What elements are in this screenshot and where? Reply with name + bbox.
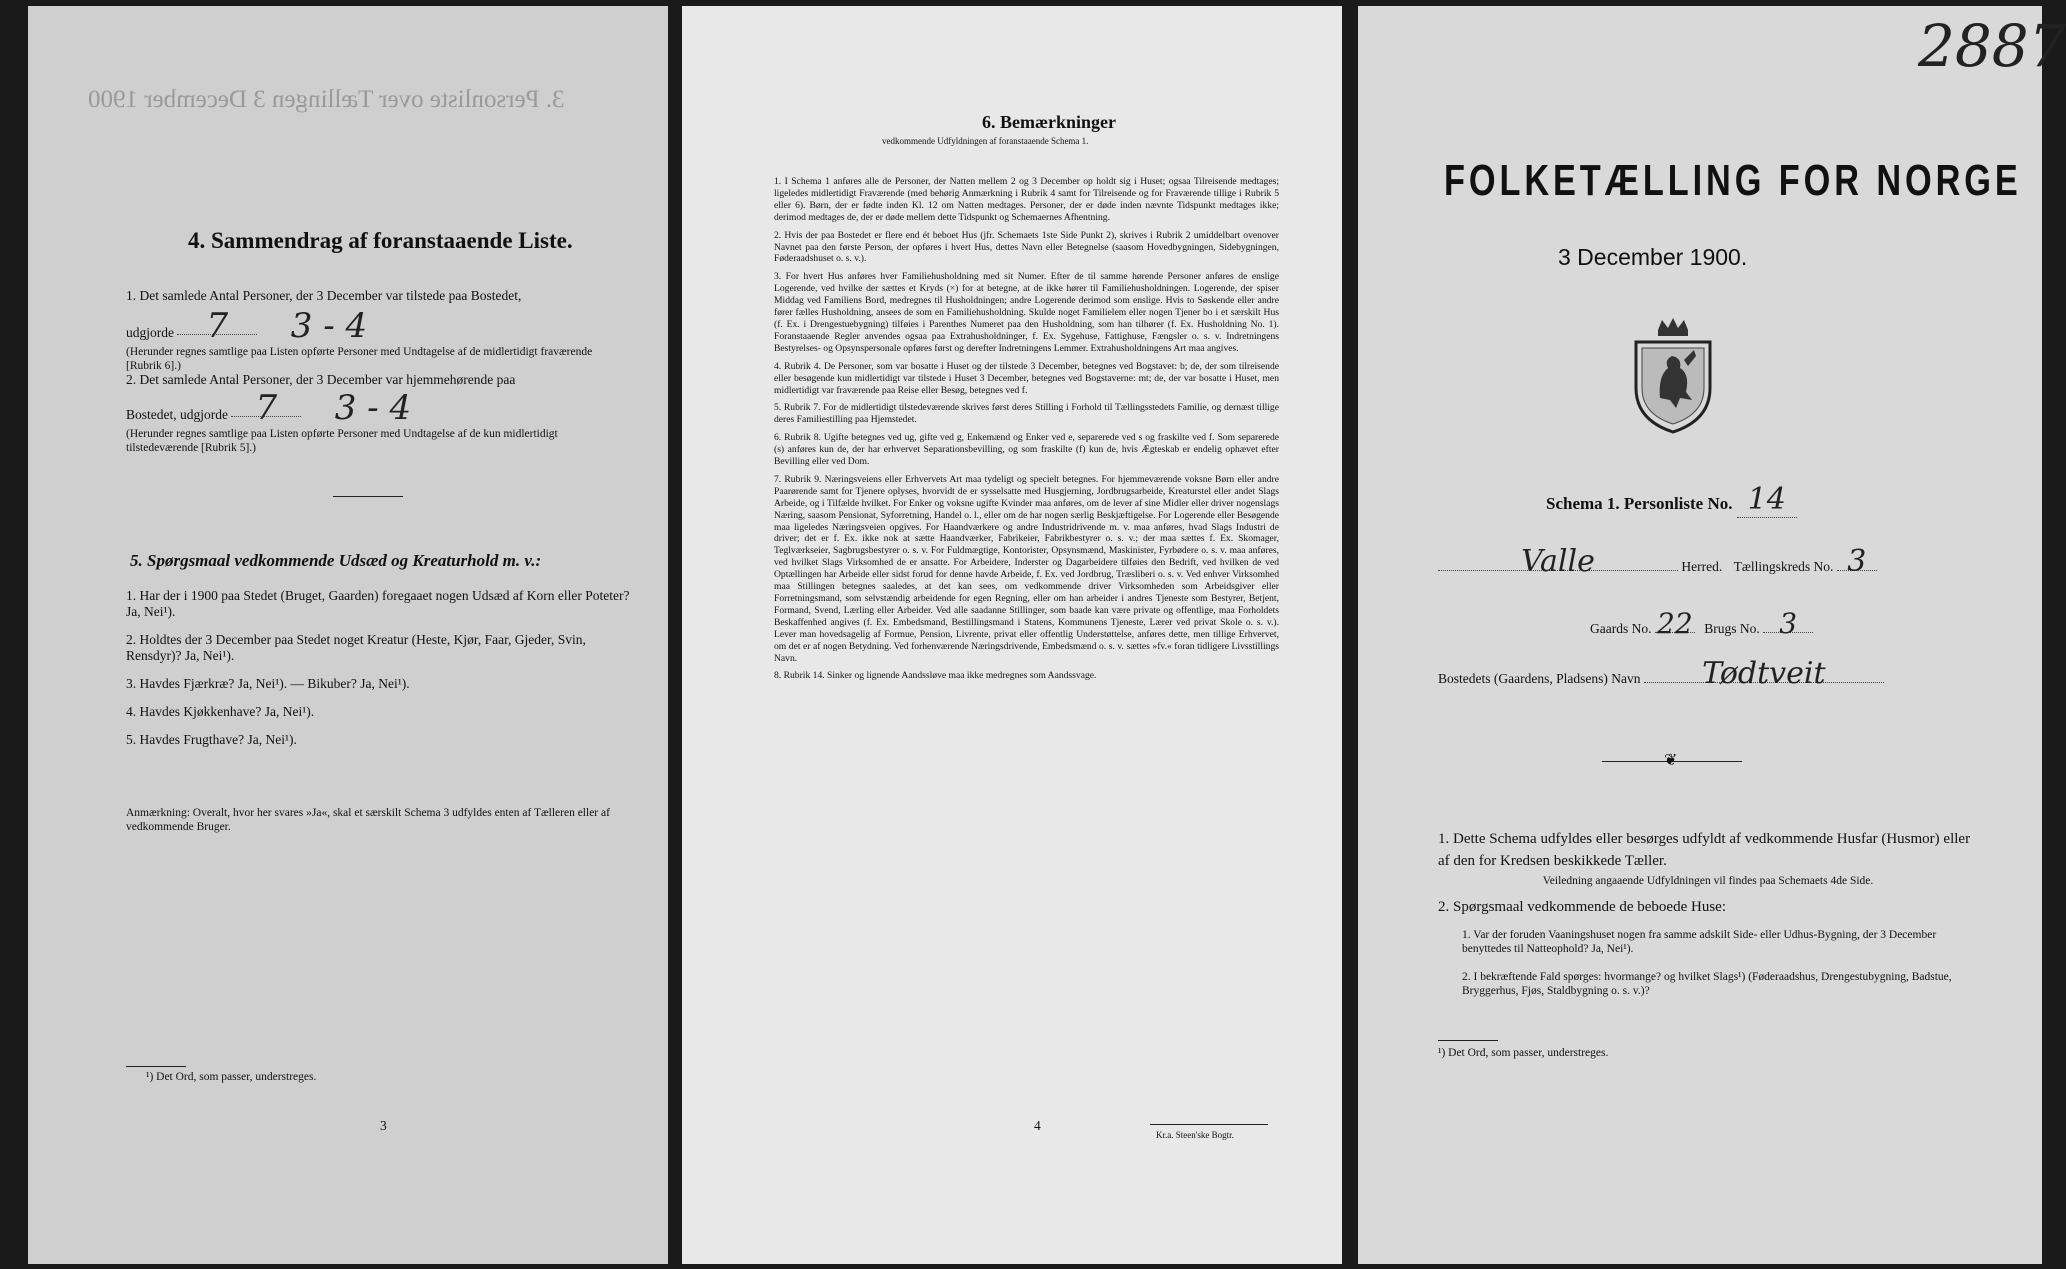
remark-item: 4. Rubrik 4. De Personer, som var bosatte i Huset og der tilstede 3 December, betegnes ved Bogstavet: b; de, der som tilreisende eller besøgende kun midlertidigt var tilstede i Huset 3 December, betegnes ved Bogstaverne: mt; de, der var bosatte i Huset, men midlertidigt var fraværende paa Reise eller Besøg, betegnes ved f. xyxy=(774,360,1279,396)
remark: Anmærkning: Overalt, hvor her svares »Ja«, skal et særskilt Schema 3 udfyldes enten af Tælleren eller af vedkommende Bruger. xyxy=(126,807,610,833)
summary-item-2-note: (Herunder regnes samtlige paa Listen opførte Personer med Undtagelse af de kun midlertidigt tilstedeværende [Rubrik 5].) xyxy=(126,428,558,454)
page-number: 4 xyxy=(1034,1118,1041,1133)
remarks-subheading: vedkommende Udfyldningen af foranstaaende Schema 1. xyxy=(882,136,1089,146)
brugs-label: Brugs No. xyxy=(1704,621,1760,636)
census-title: FOLKETÆLLING FOR NORGE xyxy=(1444,156,2022,205)
bosted-line xyxy=(1438,656,1884,691)
instruction-1: 1. Dette Schema udfyldes eller besørges udfyldt af vedkommende Husfar (Husmor) eller af den for Kredsen beskikkede Tæller. xyxy=(1438,831,1971,869)
gaards-label: Gaards No. xyxy=(1590,621,1652,636)
summary-item-2 xyxy=(126,372,626,455)
footnote: ¹) Det Ord, som passer, understreges. xyxy=(146,1071,317,1083)
summary-item-1-note: (Herunder regnes samtlige paa Listen opførte Personer med Undtagelse af de midlertidigt fraværende [Rubrik 6].) xyxy=(126,346,593,372)
page-1 xyxy=(1358,6,2066,1264)
remark-item: 5. Rubrik 7. For de midlertidigt tilstedeværende skrives først deres Stilling i Forhold til Tællingsstedets Familie, og dernæst tillige deres Familiestilling paa Hjemstedet. xyxy=(774,402,1279,426)
page-4 xyxy=(682,6,1342,1264)
instruction-1-note: Veiledning angaaende Udfyldningen vil findes paa Schemaets 4de Side. xyxy=(1542,875,1874,887)
question-2: 2. Holdtes der 3 December paa Stedet noget Kreatur (Heste, Kjør, Faar, Gjeder, Svin, Rensdyr)? Ja, Nei¹). xyxy=(126,632,586,663)
house-question-2: 2. I bekræftende Fald spørges: hvormange? og hvilket Slags¹) (Føderaadshus, Drengestubygning, Badstue, Bryggerhus, Fjøs, Staldbygning o. s. v.)? xyxy=(1462,971,1952,997)
remark-item: 8. Rubrik 14. Sinker og lignende Aandssløve maa ikke medregnes som Aandssvage. xyxy=(774,670,1097,682)
question-5: 5. Havdes Frugthave? Ja, Nei¹). xyxy=(126,732,297,747)
brugs-value: 3 xyxy=(1763,616,1813,633)
resident-count-value: 7 xyxy=(231,400,301,417)
herred-value: Valle xyxy=(1438,554,1678,571)
section-5-heading: 5. Spørgsmaal vedkommende Udsæd og Kreaturhold m. v.: xyxy=(130,551,542,570)
footnote: ¹) Det Ord, som passer, understreges. xyxy=(1438,1047,1609,1059)
present-count-value: 7 xyxy=(177,318,257,335)
remark-item: 3. For hvert Hus anføres hver Familiehusholdning med sit Numer. Efter de til samme hørende Personer anføres de enslige Logerende, ved hvilke der sættes et Kryds (×) for at betegne, at de ikke hører til Familiehusholdningen. Logerende, der spiser Middag ved Familiens Bord, medregnes til Husholdningen; andre Logerende derimod som enslige. Hvis to Søskende eller andre fører fælles Husholdning, ansees de som en Familiehusholdning. Skulde noget Familielem eller nogen Tjener bo i et særskilt Hus (f. Ex. i Drengestuebygning) tilføies i Parenthes Numeret paa den Husholdning, som han tilhører (f. Ex. Husholdning No. 1). Foranstaaende Regler anvendes ogsaa paa Extrahusholdninger, f. Ex. Sygehuse, Fattighuse, Fængsler o. s. v. Indretningens Bestyrelses- og Opsynspersonale opføres først og derefter Indretningens Lemmer. Extrahusholdningens Art maa angives. xyxy=(774,271,1279,354)
gaards-line xyxy=(1590,607,1813,640)
ornament-icon: ❦ xyxy=(1664,752,1678,769)
summary-item-1-text: 1. Det samlede Antal Personer, der 3 December var tilstede paa Bostedet, xyxy=(126,288,522,303)
schema-label: Schema 1. Personliste No. xyxy=(1546,494,1733,513)
section-5-questions xyxy=(126,588,636,748)
herred-line xyxy=(1438,544,1958,579)
question-1: 1. Har der i 1900 paa Stedet (Bruget, Gaarden) foregaaet nogen Udsæd af Korn eller Poteter? Ja, Nei¹). xyxy=(126,588,630,619)
gaards-value: 22 xyxy=(1655,616,1695,633)
printer-rule xyxy=(1150,1124,1268,1125)
schema-number-value: 14 xyxy=(1737,482,1797,518)
kreds-value: 3 xyxy=(1837,554,1877,571)
summary-item-2-lead: Bostedet, udgjorde xyxy=(126,407,228,422)
remark-item: 6. Rubrik 8. Ugifte betegnes ved ug, gifte ved g, Enkemænd og Enker ved e, separerede ved s og fraskilte ved f. Som separerede (s) anføres kun de, der har erhvervet Separationsbevilling, og som fraskilte (f) kun de, hvis Ægteskab er endelig ophævet efter Bevilling eller ved Dom. xyxy=(774,432,1279,468)
bosted-label: Bostedets (Gaardens, Pladsens) Navn xyxy=(1438,671,1641,686)
footnote-rule xyxy=(1438,1040,1498,1041)
remark-item: 7. Rubrik 9. Næringsveiens eller Erhvervets Art maa tydeligt og specielt betegnes. For hjemmeværende voksne Børn eller andre Paarørende samt for Tjenere oplyses, hvorvidt de er sysselsatte med Husgjerning, Jordbrugsarbeide, Kreaturstel eller andet Slags Arbeide, og i Tilfælde hvilket. For Enker og voksne ugifte Kvinder maa anføres, om de lever af sine Midler eller driver nogenslags Næring, saasom Pensionat, Syforretning, Handel o. l., eller om de har nogen særlig Beskjæftigelse. For Logerende eller Besøgende maa ligeledes Næringsveien opgives. For Haandværkere og andre Industridrivende m. v. maa anføres, hvad Slags Industri de driver; det er f. Ex. ikke nok at sætte Haandværker, Fabrikeier, Fabrikbestyrer o. s. v.; der maa sættes f. Ex. Skomager, Teglværkseier, Sagbrugsbestyrer o. s. v. For Fuldmægtige, Kontorister, Opsynsmænd, Maskinister, Fyrbødere o. s. v. maa anføres, ved hvilket Slags Virksomhed de er ansatte. For Arbeidere, Inderster og Dagarbeidere tilføies den Bedrift, ved hvilken de ved Optællingen har Arbeide eller sidst forud for denne havde Arbeide, f. Ex. ved Jordbrug, Træsliberi o. s. v. Ved enhver Virksomhed maa Stillingen betegnes saaledes, at det kan sees, om vedkommende driver Virksomheden som Arbeidsgiver eller Forretningsmand, som selvstændig arbeidende for egen Regning, eller om han arbeider i andres Tjeneste som Bestyrer, Betjent, Formand, Svend, Lærling eller Arbeider. Ved alle saadanne Stillinger, som baade kan være private og offentlige, maa Forholdets Beskaffenhed angives (f. Ex. Embedsmand, Bestillingsmand i Statens, Kommunens Tjeneste, Lærer ved privat Skole o. s. v.). Lever man hovedsagelig af Formue, Pension, Livrente, privat eller offentlig Understøttelse, anføres dette, men tillige Erhvervet, om det er af nogen Betydning. Ved forhenværende Næringsdrivende, Embedsmænd o. s. v. sættes »fv.« foran tidligere Livsstillings Navn. xyxy=(774,473,1279,664)
summary-item-1 xyxy=(126,288,626,373)
page-3 xyxy=(28,6,668,1264)
remark-item: 1. I Schema 1 anføres alle de Personer, der Natten mellem 2 og 3 December op holdt sig i Huset; ogsaa Tilreisende medtages; ligeledes midlertidigt Fraværende (med behørig Anmærkning i Rubrik 4 samt for Tilreisende og for Fraværende tillige i Rubrik 5 eller 6). Børn, der er fødte inden Kl. 12 om Natten medtages. Personer, der er døde inden nævnte Tidspunkt medtages ikke; derimod medtages de, der er døde mellem dette Tidspunkt og Schemaernes Afhentning. xyxy=(774,176,1279,223)
summary-item-1-lead: udgjorde xyxy=(126,325,174,340)
question-4: 4. Havdes Kjøkkenhave? Ja, Nei¹). xyxy=(126,704,315,719)
resident-split-value: 3 - 4 xyxy=(334,388,412,428)
kreds-label: Tællingskreds No. xyxy=(1733,559,1834,574)
archive-number: 2887 xyxy=(1918,12,2066,80)
footnote-rule xyxy=(126,1066,186,1067)
present-split-value: 3 - 4 xyxy=(290,306,368,346)
bosted-value: Tødtveit xyxy=(1644,666,1884,683)
remarks-list xyxy=(774,176,1279,688)
page-number: 3 xyxy=(380,1118,387,1133)
question-3: 3. Havdes Fjærkræ? Ja, Nei¹). — Bikuber? Ja, Nei¹). xyxy=(126,676,410,691)
summary-item-2-text: 2. Det samlede Antal Personer, der 3 December var hjemmehørende paa xyxy=(126,372,516,387)
census-date: 3 December 1900. xyxy=(1558,244,1748,270)
herred-label: Herred. xyxy=(1681,559,1723,574)
divider xyxy=(333,496,403,497)
printer-credit: Kr.a. Steen'ske Bogtr. xyxy=(1156,1130,1234,1140)
instructions xyxy=(1438,828,1978,998)
instruction-2: 2. Spørgsmaal vedkommende de beboede Huse: xyxy=(1438,899,1726,915)
summary-heading: 4. Sammendrag af foranstaaende Liste. xyxy=(188,228,573,253)
remarks-heading: 6. Bemærkninger xyxy=(982,112,1116,132)
remark-item: 2. Hvis der paa Bostedet er flere end ét beboet Hus (jfr. Schemaets 1ste Side Punkt 2), skrives i Rubrik 2 umiddelbart ovenover Navnet paa den første Person, der opføres i hvert Hus, dettes Navn eller Betegnelse (saasom Hovedbygningen, Sidebygningen, Føderaadshuset o. s. v.). xyxy=(774,229,1279,265)
bleed-through-text: 3. Personliste over Tællingen 3 December 1900 xyxy=(88,86,565,113)
schema-line xyxy=(1546,482,1797,518)
norwegian-crest-icon xyxy=(1628,316,1718,434)
house-question-1: 1. Var der foruden Vaaningshuset nogen fra samme adskilt Side- eller Udhus-Bygning, der 3 December benyttedes til Natteophold? Ja, Nei¹). xyxy=(1462,929,1937,955)
